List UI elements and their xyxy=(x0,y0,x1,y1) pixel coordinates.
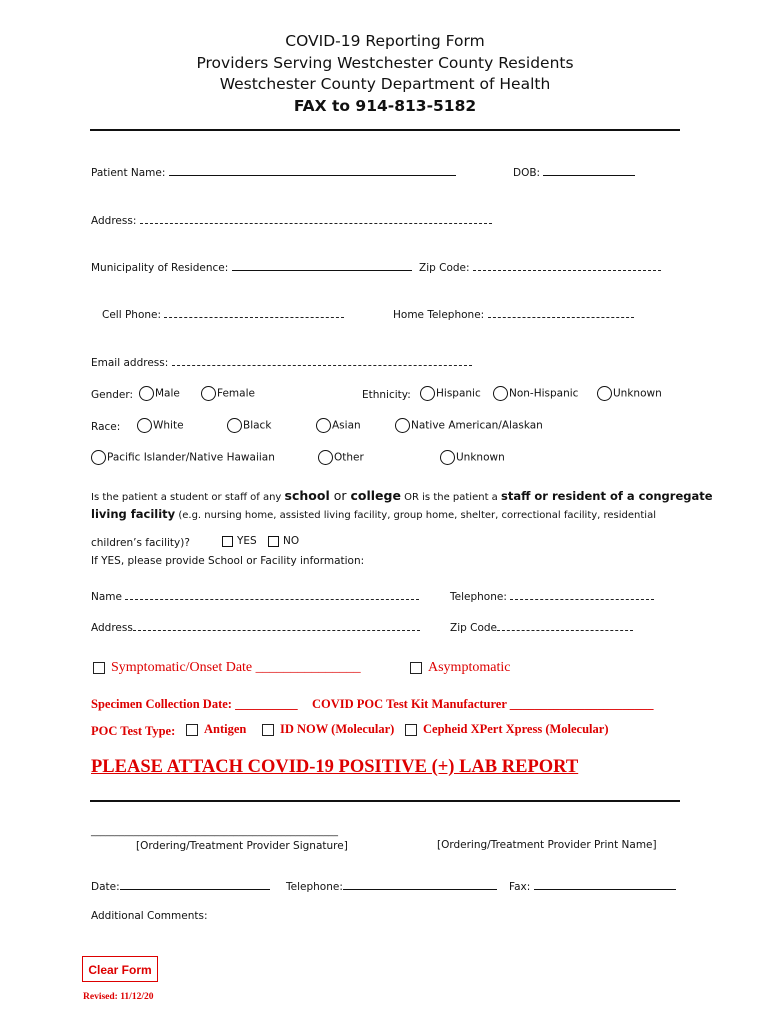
checkbox-icon xyxy=(405,724,417,736)
radio-icon xyxy=(227,418,242,433)
facility-name-label: Name xyxy=(91,591,122,603)
gender-label: Gender: xyxy=(91,389,134,401)
facility-telephone-label: Telephone: xyxy=(450,591,507,603)
checkbox-icon xyxy=(93,662,105,674)
facility-question-line3: children’s facility)? xyxy=(91,537,190,549)
gender-option-male[interactable]: Male xyxy=(139,386,180,401)
facility-address-field[interactable] xyxy=(133,619,420,631)
race-option-pacific-islander[interactable]: Pacific Islander/Native Hawaiian xyxy=(91,450,275,465)
provider-print-name-label: [Ordering/Treatment Provider Print Name] xyxy=(437,839,657,851)
antigen-checkbox[interactable]: Antigen xyxy=(186,722,246,737)
radio-icon xyxy=(318,450,333,465)
dob-label: DOB: xyxy=(513,167,541,179)
form-subtitle-department: Westchester County Department of Health xyxy=(219,75,551,93)
ethnicity-option-hispanic[interactable]: Hispanic xyxy=(420,386,481,401)
cell-phone-label: Cell Phone: xyxy=(102,309,162,321)
radio-icon xyxy=(201,386,216,401)
ethnicity-label: Ethnicity: xyxy=(362,389,411,401)
radio-icon xyxy=(139,386,154,401)
email-label: Email address: xyxy=(91,357,169,369)
facility-name-field[interactable] xyxy=(125,588,419,600)
radio-icon xyxy=(420,386,435,401)
radio-icon xyxy=(440,450,455,465)
patient-name-field[interactable] xyxy=(169,164,456,176)
municipality-field[interactable] xyxy=(232,259,412,271)
checkbox-icon xyxy=(186,724,198,736)
radio-icon xyxy=(91,450,106,465)
onset-date-field[interactable]: _______________ xyxy=(255,660,361,675)
checkbox-icon xyxy=(262,724,274,736)
specimen-date-field[interactable]: __________ xyxy=(235,697,298,711)
home-telephone-label: Home Telephone: xyxy=(393,309,485,321)
facility-zip-label: Zip Code xyxy=(450,622,497,634)
checkbox-icon xyxy=(222,536,233,547)
provider-signature-field[interactable]: ____________________________________________________ xyxy=(91,826,338,837)
specimen-date-label: Specimen Collection Date: xyxy=(91,697,232,711)
race-option-black[interactable]: Black xyxy=(227,418,271,433)
race-option-unknown[interactable]: Unknown xyxy=(440,450,505,465)
provider-date-label: Date: xyxy=(91,881,120,893)
cell-phone-field[interactable] xyxy=(164,306,344,318)
ethnicity-option-unknown[interactable]: Unknown xyxy=(597,386,662,401)
race-label: Race: xyxy=(91,421,121,433)
form-subtitle-providers: Providers Serving Westchester County Residents xyxy=(196,54,574,72)
provider-telephone-label: Telephone: xyxy=(286,881,343,893)
form-title: COVID-19 Reporting Form xyxy=(285,32,485,50)
radio-icon xyxy=(316,418,331,433)
asymptomatic-checkbox[interactable]: Asymptomatic xyxy=(410,660,510,676)
section-divider xyxy=(90,800,680,802)
provider-fax-field[interactable] xyxy=(534,878,676,890)
checkbox-icon xyxy=(268,536,279,547)
race-option-other[interactable]: Other xyxy=(318,450,364,465)
zip-label: Zip Code: xyxy=(419,262,470,274)
manufacturer-field[interactable]: _______________________ xyxy=(509,697,654,711)
provider-fax-label: Fax: xyxy=(509,881,531,893)
provider-date-field[interactable] xyxy=(120,878,270,890)
patient-name-label: Patient Name: xyxy=(91,167,166,179)
provider-telephone-field[interactable] xyxy=(343,878,497,890)
dob-field[interactable] xyxy=(543,164,635,176)
municipality-label: Municipality of Residence: xyxy=(91,262,229,274)
radio-icon xyxy=(395,418,410,433)
facility-address-label: Address xyxy=(91,622,133,634)
provider-signature-label: [Ordering/Treatment Provider Signature] xyxy=(136,840,348,852)
cepheid-checkbox[interactable]: Cepheid XPert Xpress (Molecular) xyxy=(405,722,609,737)
header-divider xyxy=(90,129,680,131)
yes-checkbox[interactable]: YES xyxy=(222,535,257,547)
radio-icon xyxy=(597,386,612,401)
zip-field[interactable] xyxy=(473,259,661,271)
race-option-native-american[interactable]: Native American/Alaskan xyxy=(395,418,543,433)
facility-question-line1: Is the patient a student or staff of any school or college OR is the patient a staff or resident of a congregate xyxy=(91,488,713,503)
ethnicity-option-non-hispanic[interactable]: Non-Hispanic xyxy=(493,386,578,401)
checkbox-icon xyxy=(410,662,422,674)
revision-date: Revised: 11/12/20 xyxy=(83,992,154,1002)
race-option-asian[interactable]: Asian xyxy=(316,418,361,433)
attach-lab-report-notice: PLEASE ATTACH COVID-19 POSITIVE (+) LAB REPORT xyxy=(91,757,579,777)
address-field[interactable] xyxy=(140,212,492,224)
if-yes-instruction: If YES, please provide School or Facility information: xyxy=(91,555,365,567)
symptomatic-checkbox[interactable]: Symptomatic/Onset Date _______________ xyxy=(93,660,361,676)
facility-question-line2: living facility (e.g. nursing home, assisted living facility, group home, shelter, correctional facility, residential xyxy=(91,507,656,521)
additional-comments-label: Additional Comments: xyxy=(91,910,208,922)
fax-number: FAX to 914-813-5182 xyxy=(293,97,477,115)
facility-zip-field[interactable] xyxy=(497,619,633,631)
email-field[interactable] xyxy=(172,354,472,366)
no-checkbox[interactable]: NO xyxy=(268,535,299,547)
gender-option-female[interactable]: Female xyxy=(201,386,255,401)
home-telephone-field[interactable] xyxy=(488,306,634,318)
radio-icon xyxy=(137,418,152,433)
address-label: Address: xyxy=(91,215,137,227)
poc-test-type-label: POC Test Type: xyxy=(91,724,176,738)
manufacturer-label: COVID POC Test Kit Manufacturer xyxy=(312,697,507,711)
radio-icon xyxy=(493,386,508,401)
id-now-checkbox[interactable]: ID NOW (Molecular) xyxy=(262,722,394,737)
clear-form-button[interactable]: Clear Form xyxy=(82,956,158,982)
race-option-white[interactable]: White xyxy=(137,418,184,433)
facility-telephone-field[interactable] xyxy=(510,588,654,600)
